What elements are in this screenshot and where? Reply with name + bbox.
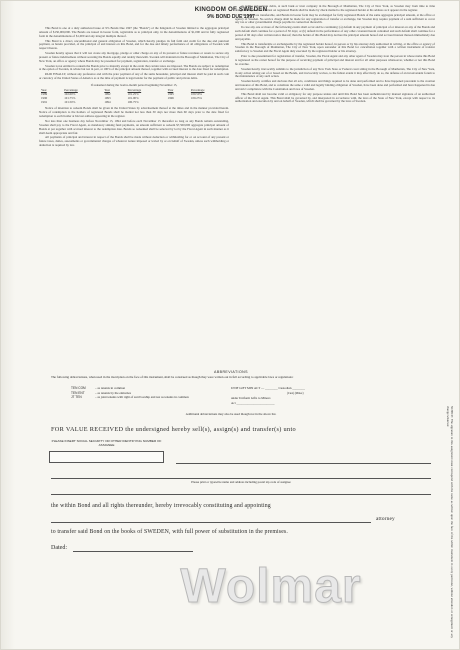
paragraph: Sweden hereby certifies and declares that all acts, conditions and things required to be done and performed and to have happened precedent to the creation and issuance of this Bond, and to constitute the same a valid and legally binding obligation of Sweden, have been done and performed and have happened in due and strict compliance with the Constitution and laws of Sweden. (235, 79, 435, 91)
table-cell: 101.75% (64, 95, 76, 100)
transfer-line: to transfer said Bond on the books of SWEDEN, with full power of substitution in the premises. (51, 529, 288, 535)
table-cell: 1996 (167, 95, 174, 100)
abbreviations-note: Additional abbreviations may also be used though not in the above list. (185, 412, 277, 416)
paragraph: of public and private debts, at such bank or trust company in the Borough of Manhattan, The City of New York, as Sweden may from time to time designate. Payment of interest on registered Bonds shall be made by check mailed to the registered holder at his address as it appears in the register. (235, 5, 435, 12)
abbreviation-desc: – as tenants in common (95, 386, 126, 390)
abbreviations-list (71, 386, 189, 400)
table-cell: 1990 (41, 95, 48, 100)
document-subtitle: 9% BOND DUE 1997 (207, 14, 255, 20)
table-header-cell: Percentage (127, 87, 142, 92)
paragraph: Prior to due presentment for registration of transfer, Sweden, the Fiscal Agent and any other agent of Sweden may treat the person in whose name this Bond is registered as the owner hereof for the purpose of receiving payment of principal and interest and for all other purposes whatsoever, whether or not this Bond be overdue. (235, 54, 435, 66)
paragraph: PAID FINALLY, without any preference and with the prior payment of any of the sums hereunder, principal and interest shall be paid in such coin or currency of the United States of America as at the time of payment is legal tender for the payment of public and private debts. (39, 72, 229, 81)
unif-gift-line: under Uniform Gifts to Minors (231, 396, 271, 401)
abbreviation-desc: – as joint tenants with right of survivorship and not as tenants in common (95, 395, 189, 400)
unif-gift-line: Act ________________________ (231, 400, 275, 405)
table-cell: 1989 (41, 91, 48, 96)
document-title: KINGDOM OF SWEDEN (194, 6, 268, 13)
assignee-address-line[interactable] (51, 478, 431, 479)
table-cell: 1991 (41, 99, 48, 104)
redemption-table-block (39, 84, 229, 104)
assignee-line[interactable] (176, 463, 431, 464)
unif-gift-sub: (Cust) (Minor) (287, 391, 304, 395)
table-cell: 100.75% (127, 99, 139, 104)
table-cell (189, 101, 229, 105)
paragraph: All payments of principal and interest in respect of the Bonds shall be made without deduction or withholding for or on account of any present or future taxes, duties, assessments or governmental charges of whatever nature imposed or levied by or on behalf of Sweden, unless such withholding or deduction is required by law. (39, 135, 229, 148)
redemption-table (39, 89, 229, 105)
paragraph: Sweden hereby irrevocably submits to the jurisdiction of any New York State or Federal court sitting in the Borough of Manhattan, The City of New York, in any action arising out of or based on the Bonds, and irrevocably waives, to the fullest extent it may effectively do so, the defense of an inconvenient forum to the maintenance of any such action. (235, 66, 435, 79)
table-cell: 1992 (104, 91, 111, 96)
abbreviations-heading: ABBREVIATIONS (214, 370, 248, 374)
abbreviation-item (71, 395, 189, 400)
table-cell: 1993 (104, 95, 111, 100)
paragraph: Notice of intention to redeem Bonds shall be given in the United States by advertisement thereof at the times and in the manner provided herein. Notice of redemption to the holders of registered Bonds shall be mailed not less than 30 days nor more than 60 days prior to the date fixed for redemption to each holder at his last address appearing in the register. (39, 106, 229, 119)
abbreviation-code: JT TEN (71, 395, 82, 400)
paragraph: This Bond is a direct, unconditional and general obligation of Sweden, which hereby pledges its full faith and credit for the due and punctual payment, as herein provided, of the principal of and interest on this Bond, and for the due and timely performance of all obligations of Sweden with respect thereto. (39, 38, 229, 51)
table-header-cell: Year (104, 87, 111, 92)
paragraph: This Bond is transferable or exchangeable by the registered holder hereof, in person or by his attorney duly authorized in writing, at the office or agency of Sweden in the Borough of Manhattan, The City of New York, upon surrender of this Bond for cancellation together with a written instrument of transfer satisfactory to Sweden and the Fiscal Agent duly executed by the registered holder or his attorney. (235, 41, 435, 54)
paragraph: Not less than one business day before November 15, 1994 and before each November 15 thereafter so long as any Bonds remain outstanding, Sweden shall pay to the Fiscal Agent, as mandatory sinking fund payments, an amount sufficient to redeem $7,500,000 aggregate principal amount of Bonds at par together with accrued interest to the redemption date. Bonds so redeemed shall be selected by lot by the Fiscal Agent in such manner as it shall deem appropriate and fair. (39, 118, 229, 135)
paragraph: This Bond is one of a duly authorized issue of 9% Bonds Due 1997 (the "Bonds") of the Kingdom of Sweden limited to the aggregate principal amount of $150,000,000. The Bonds are issued in bearer form, registrable as to principal only, in the denominations of $1,000 and in fully registered form in the denominations of $1,000 and any integral multiple thereof. (39, 27, 229, 38)
date-line[interactable] (73, 551, 193, 552)
attorney-label: attorney (376, 516, 395, 522)
table-cell: 100.50% (190, 91, 202, 96)
ssn-input-box[interactable] (49, 451, 164, 463)
table-cell: 1995 (167, 91, 174, 96)
table-cell: 101.25% (127, 91, 139, 96)
abbreviation-desc: – as tenants by the entireties (95, 390, 132, 395)
table-row (39, 101, 229, 105)
left-text-column (39, 27, 229, 384)
table-cell: 101.50% (64, 99, 76, 104)
right-text-column (235, 5, 435, 363)
attorney-name-line[interactable] (51, 522, 371, 523)
within-bond-line: the within Bond and all rights thereunder, hereby irrevocably constituting and appointing (51, 503, 271, 509)
gift-to-minors-block (231, 386, 305, 405)
assignee-caption: Please print or typewrite name and address including postal zip code of assignee (191, 480, 291, 484)
paragraph: This Bond shall not become valid or obligatory for any purpose unless and until this Bond has been authenticated by manual signature of an authorized officer of the Fiscal Agent. This Bond shall be governed by, and interpreted in accordance with, the laws of the State of New York, except with respect to its authorization and execution by and on behalf of Sweden, which shall be governed by the laws of Sweden. (235, 91, 435, 104)
notice-block (425, 406, 453, 638)
redemption-table-caption: If redeemed during the twelve-month period beginning November 15, (90, 82, 178, 87)
table-cell: 100.25% (190, 95, 202, 100)
table-cell: 102.00% (64, 91, 76, 96)
paragraph: The Bonds are transferable, and Bonds in bearer form may be exchanged for fully registered Bonds of the same aggregate principal amount, at the office or agency of Sweden. No service charge shall be made for any registration of transfer or exchange, but Sweden may require payment of a sum sufficient to cover any tax or other governmental charge payable in connection therewith. (235, 12, 435, 25)
for-value-received-line: FOR VALUE RECEIVED the undersigned hereby sell(s), assign(s) and transfer(s) unto (51, 426, 296, 433)
abbreviation-code: TEN ENT (71, 390, 85, 395)
table-header-cell: Year (41, 87, 47, 92)
abbreviation-code: TEN COM (71, 386, 86, 390)
left-gutter-shadow (1, 1, 15, 650)
watermark-logo: Wolmar (180, 560, 362, 613)
table-header-cell: Percentage (190, 87, 205, 92)
paragraph: Sweden hereby agrees that it will not create any mortgage, pledge or other charge on any of its present or future revenues or assets to secure any present or future indebtedness without securing the Bonds equally and ratably therewith. Sweden will maintain in the Borough of Manhattan, The City of New York, an office or agency where Bonds may be presented for payment, registration, transfer or exchange. (39, 51, 229, 63)
table-cell: 101.00% (127, 95, 139, 100)
table-header-cell: Year (167, 87, 174, 92)
unif-gift-line: UNIF GIFT MIN ACT — ________ Custodian ________ (231, 386, 305, 390)
table-header-cell: Percentage (64, 87, 78, 92)
table-cell: 1994 (104, 99, 111, 104)
dated-label: Dated: (51, 545, 67, 551)
paragraph: Sweden is not entitled to redeem the Bonds prior to maturity except in the event that certain taxes are imposed. The Bonds are subject to redemption at the option of Sweden, in whole but not in part, at 100% of the principal amount thereof, together with accrued interest to the date fixed for redemption. (39, 63, 229, 72)
table-cell (166, 101, 189, 105)
assignee-line-2[interactable] (51, 494, 431, 495)
ssn-box-label: PLEASE INSERT SOCIAL SECURITY OR OTHER IDENTIFYING NUMBER OF ASSIGNEE (51, 439, 162, 447)
abbreviations-intro: The following abbreviations, when used in the inscription on the face of this instrument, shall be construed as though they were written out in full according to applicable laws or regulations: (51, 375, 294, 379)
paragraph: In case any one or more of the following events shall occur and be continuing: (a) default in any payment of principal of or interest on any of the Bonds and such default shall continue for a period of 30 days; or (b) default in the performance of any other covenant herein contained and such default shall continue for a period of 60 days after written notice thereof; then the holder of this Bond may declare the principal amount hereof and accrued interest thereon immediately due and payable. (235, 25, 435, 41)
signature-notice: NOTICE: The signature to this assignment must correspond with the name as written upon the face of the within instrument in every particular, without alteration or enlargement or any change whatever. (446, 406, 454, 638)
